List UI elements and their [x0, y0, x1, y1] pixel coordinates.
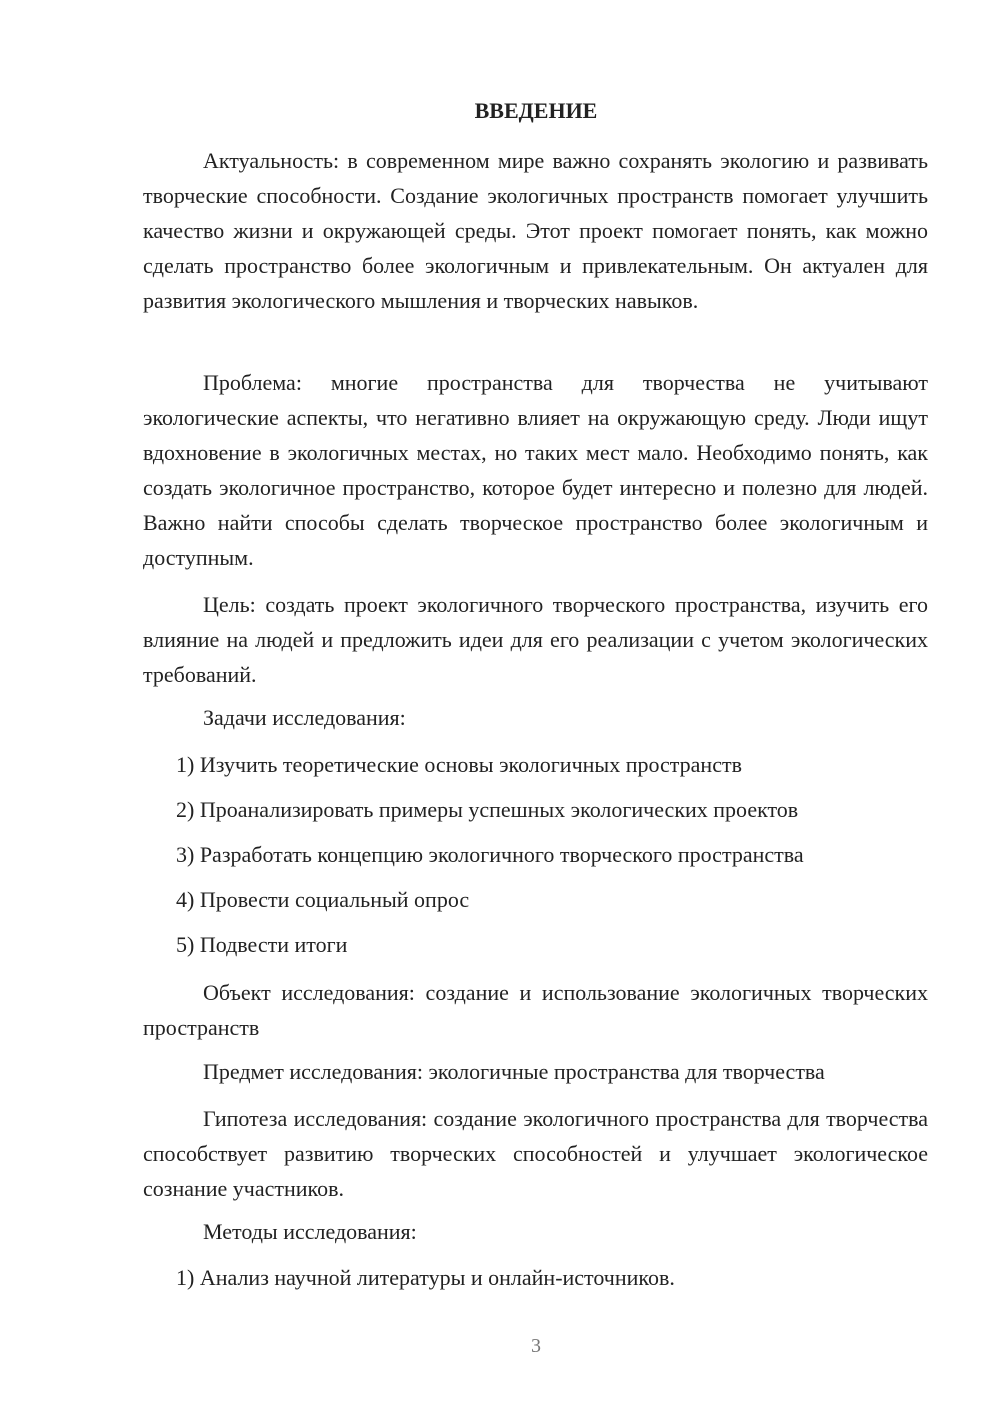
object-paragraph: Объект исследования: создание и использование экологичных творческих пространств — [143, 980, 928, 1040]
task-item-2: 2) Проанализировать примеры успешных экологических проектов — [176, 797, 799, 822]
tasks-heading: Задачи исследования: — [203, 705, 406, 730]
task-item-3: 3) Разработать концепцию экологичного творческого пространства — [176, 842, 804, 867]
task-item-5: 5) Подвести итоги — [176, 932, 348, 957]
methods-heading: Методы исследования: — [203, 1219, 417, 1244]
section-heading: ВВЕДЕНИЕ — [474, 98, 598, 123]
problem-paragraph: Проблема: многие пространства для творчества не учитывают экологические аспекты, что негативно влияет на окружающую среду. Люди ищут вдохновение в экологичных местах, но таких мест мало. Необходимо понять, как создать экологичное пространство, которое будет интересно и полезно для людей. Важно найти способы сделать творческое пространство более экологичным и доступным. — [143, 370, 928, 570]
subject-line: Предмет исследования: экологичные пространства для творчества — [203, 1059, 825, 1084]
goal-paragraph: Цель: создать проект экологичного творческого пространства, изучить его влияние на людей и предложить идеи для его реализации с учетом экологических требований. — [143, 592, 928, 687]
hypothesis-paragraph: Гипотеза исследования: создание экологичного пространства для творчества способствует развитию творческих способностей и улучшает экологическое сознание участников. — [143, 1106, 928, 1201]
relevance-paragraph: Актуальность: в современном мире важно сохранять экологию и развивать творческие способности. Создание экологичных пространств помогает улучшить качество жизни и окружающей среды. Этот проект помогает понять, как можно сделать пространство более экологичным и привлекательным. Он актуален для развития экологического мышления и творческих навыков. — [143, 148, 928, 313]
task-item-1: 1) Изучить теоретические основы экологичных пространств — [176, 752, 742, 777]
task-item-4: 4) Провести социальный опрос — [176, 887, 470, 912]
method-item-1: 1) Анализ научной литературы и онлайн-источников. — [176, 1265, 675, 1290]
page-number: 3 — [531, 1335, 541, 1357]
